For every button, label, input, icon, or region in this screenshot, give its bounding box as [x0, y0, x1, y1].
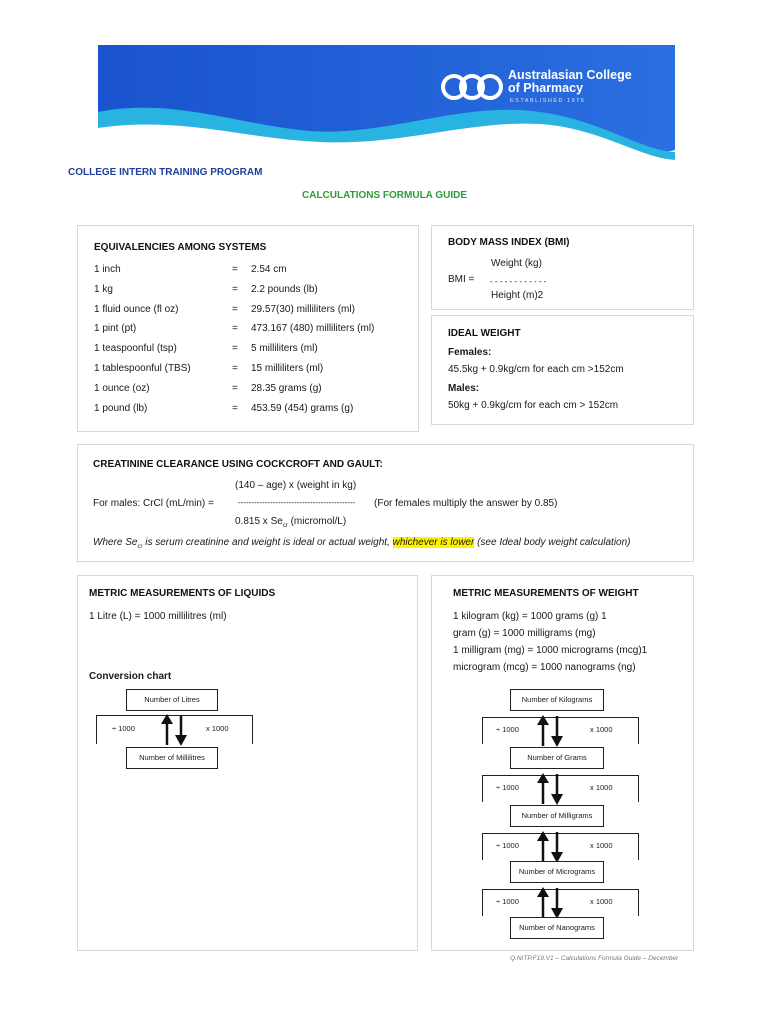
- liquids-title: METRIC MEASUREMENTS OF LIQUIDS: [89, 588, 276, 599]
- equivalency-value: 453.59 (454) grams (g): [251, 402, 354, 414]
- equivalency-value: 2.54 cm: [251, 264, 287, 275]
- equivalency-eq: =: [232, 323, 238, 335]
- liquids-panel: [77, 575, 418, 951]
- millilitres-box: Number of Millilitres: [126, 747, 218, 769]
- equivalency-unit: 1 pint (pt): [94, 323, 137, 335]
- litre-conversion: 1 Litre (L) = 1000 millilitres (ml): [89, 611, 227, 622]
- litres-box: Number of Litres: [126, 689, 218, 711]
- bmi-title: BODY MASS INDEX (BMI): [448, 237, 570, 248]
- weight-conversion-line: 1 milligram (mg) = 1000 micrograms (mcg)1: [453, 645, 648, 656]
- equivalency-eq: =: [232, 363, 238, 374]
- weight-unit-box: Number of Kilograms: [510, 689, 604, 711]
- guide-title: CALCULATIONS FORMULA GUIDE: [302, 190, 467, 201]
- brand-name: Australasian College of Pharmacy: [508, 68, 632, 95]
- bmi-numerator: Weight (kg): [491, 258, 542, 269]
- weight-unit-box: Number of Nanograms: [510, 917, 604, 939]
- program-title: COLLEGE INTERN TRAINING PROGRAM: [68, 167, 263, 178]
- crcl-male-label: For males: CrCl (mL/min) =: [93, 498, 214, 509]
- crcl-note: Where $Se_{cr}$ is serum creatinine and weight is ideal or actual weight, whichever is lower (see Ideal body weight calculation): [93, 537, 631, 550]
- weight-arrows-icon: [535, 714, 565, 748]
- equivalency-eq: =: [232, 264, 238, 275]
- crcl-denominator: 0.815 x $Se_{cr}$ (micromol/L): [235, 516, 347, 529]
- males-formula: 50kg + 0.9kg/cm for each cm > 152cm: [448, 400, 619, 411]
- weight-multiply-label: x 1000: [590, 897, 613, 906]
- equivalency-eq: =: [232, 402, 238, 414]
- equivalency-value: 28.35 grams (g): [251, 382, 322, 394]
- equivalency-eq: =: [232, 382, 238, 394]
- bmi-panel: [431, 225, 694, 310]
- females-label: Females:: [448, 347, 492, 358]
- ideal-weight-panel: [431, 315, 694, 425]
- equivalency-value: 473.167 (480) milliliters (ml): [251, 323, 375, 335]
- weight-arrows-icon: [535, 830, 565, 864]
- equivalencies-title: EQUIVALENCIES AMONG SYSTEMS: [94, 242, 267, 253]
- liquid-arrows-icon: [159, 713, 189, 747]
- equivalency-unit: 1 teaspoonful (tsp): [94, 343, 177, 355]
- weight-divide-label: ÷ 1000: [496, 783, 519, 792]
- weight-unit-box: Number of Milligrams: [510, 805, 604, 827]
- equivalency-value: 2.2 pounds (lb): [251, 283, 318, 295]
- equivalency-unit: 1 ounce (oz): [94, 382, 150, 394]
- liquid-divide-label: ÷ 1000: [112, 724, 135, 733]
- crcl-dashes: --------------------------------------------: [238, 498, 356, 507]
- creatinine-title: CREATININE CLEARANCE USING COCKCROFT AND GAULT:: [93, 459, 383, 470]
- ideal-weight-title: IDEAL WEIGHT: [448, 328, 521, 339]
- weight-title: METRIC MEASUREMENTS OF WEIGHT: [453, 588, 639, 599]
- document-footer: Q.NITP.F19.V1 – Calculations Formula Guide – December: [510, 955, 679, 962]
- equivalency-eq: =: [232, 303, 238, 315]
- equivalency-value: 15 milliliters (ml): [251, 363, 324, 374]
- weight-divide-label: ÷ 1000: [496, 841, 519, 850]
- creatinine-panel: [77, 444, 694, 562]
- weight-unit-box: Number of Micrograms: [510, 861, 604, 883]
- weight-conversion-line: 1 kilogram (kg) = 1000 grams (g) 1: [453, 611, 607, 622]
- equivalency-unit: 1 fluid ounce (fl oz): [94, 303, 179, 315]
- weight-multiply-label: x 1000: [590, 783, 613, 792]
- weight-multiply-label: x 1000: [590, 725, 613, 734]
- bmi-label: BMI =: [448, 274, 475, 285]
- males-label: Males:: [448, 383, 480, 394]
- bmi-fraction-line: - - - - - - - - - - - -: [490, 277, 547, 286]
- equivalency-value: 29.57(30) milliliters (ml): [251, 303, 355, 315]
- weight-arrows-icon: [535, 772, 565, 806]
- weight-divide-label: ÷ 1000: [496, 725, 519, 734]
- equivalency-eq: =: [232, 283, 238, 295]
- crcl-female-note: (For females multiply the answer by 0.85): [374, 498, 558, 509]
- equivalency-unit: 1 inch: [94, 264, 121, 275]
- weight-conversion-line: microgram (mcg) = 1000 nanograms (ng): [453, 662, 636, 673]
- equivalencies-panel: [77, 225, 419, 432]
- weight-conversion-line: gram (g) = 1000 milligrams (mg): [453, 628, 596, 639]
- conversion-chart-title: Conversion chart: [89, 671, 172, 682]
- equivalency-value: 5 milliliters (ml): [251, 343, 318, 355]
- weight-panel: [431, 575, 694, 951]
- highlight-whichever-lower: whichever is lower: [392, 537, 475, 548]
- weight-unit-box: Number of Grams: [510, 747, 604, 769]
- brand-established: ESTABLISHED 1976: [510, 98, 586, 104]
- bmi-denominator: Height (m)2: [491, 290, 544, 301]
- liquid-multiply-label: x 1000: [206, 724, 229, 733]
- weight-multiply-label: x 1000: [590, 841, 613, 850]
- equivalency-eq: =: [232, 343, 238, 355]
- weight-divide-label: ÷ 1000: [496, 897, 519, 906]
- weight-arrows-icon: [535, 886, 565, 920]
- equivalency-unit: 1 kg: [94, 283, 113, 295]
- equivalency-unit: 1 tablespoonful (TBS): [94, 363, 191, 374]
- females-formula: 45.5kg + 0.9kg/cm for each cm >152cm: [448, 364, 624, 375]
- equivalency-unit: 1 pound (lb): [94, 402, 148, 414]
- crcl-numerator: (140 – age) x (weight in kg): [235, 480, 357, 491]
